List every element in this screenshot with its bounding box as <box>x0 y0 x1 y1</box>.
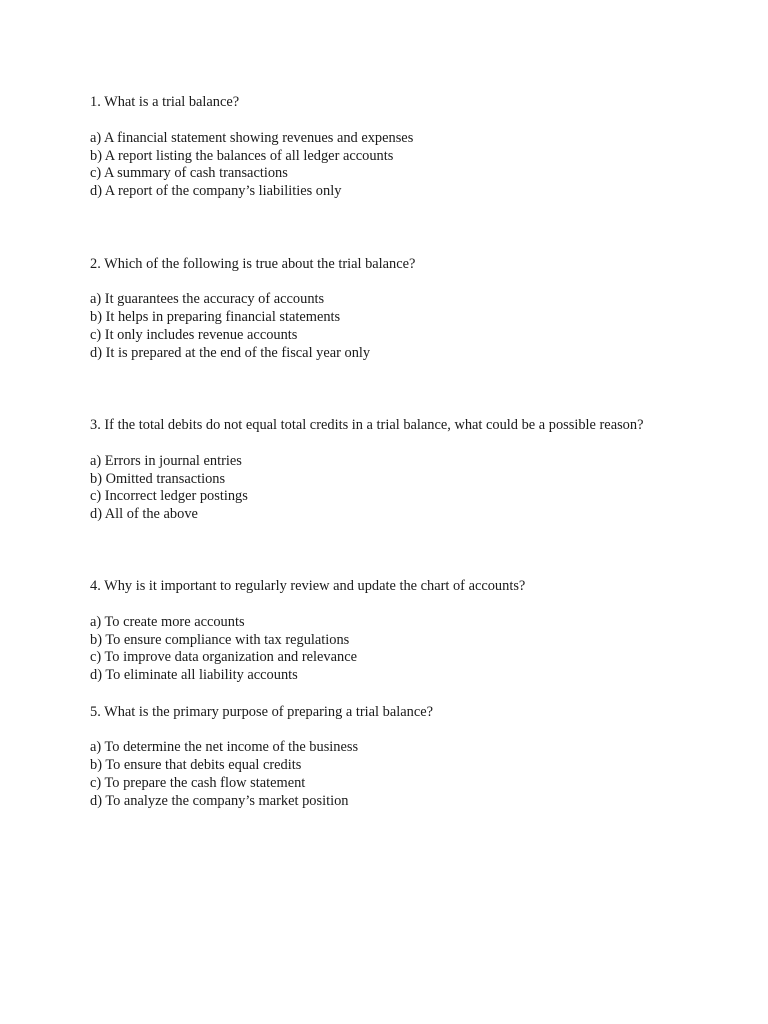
answer-option-b: b) To ensure compliance with tax regulations <box>90 631 350 648</box>
answer-option-a: a) Errors in journal entries <box>90 452 242 469</box>
answer-option-b: b) A report listing the balances of all ledger accounts <box>90 147 394 164</box>
answer-option-a: a) To determine the net income of the business <box>90 739 359 755</box>
question-text: 1. What is a trial balance? <box>90 94 240 110</box>
answer-option-d: d) A report of the company’s liabilities only <box>90 183 342 199</box>
question-text: 4. Why is it important to regularly review and update the chart of accounts? <box>90 578 526 594</box>
question-text: 3. If the total debits do not equal total credits in a trial balance, what could be a possible reason? <box>90 417 644 433</box>
answer-option-c: c) Incorrect ledger postings <box>90 488 248 504</box>
answer-option-a: a) It guarantees the accuracy of accounts <box>90 291 325 307</box>
answer-option-d: d) All of the above <box>90 506 198 522</box>
question-text: 5. What is the primary purpose of preparing a trial balance? <box>90 703 433 720</box>
answer-option-b: b) It helps in preparing financial statements <box>90 309 341 325</box>
answer-option-d: d) To eliminate all liability accounts <box>90 667 298 683</box>
answer-option-d: d) It is prepared at the end of the fiscal year only <box>90 344 371 361</box>
answer-option-b: b) To ensure that debits equal credits <box>90 757 302 773</box>
answer-option-c: c) To prepare the cash flow statement <box>90 774 306 791</box>
answer-option-c: c) A summary of cash transactions <box>90 165 288 181</box>
answer-option-c: c) It only includes revenue accounts <box>90 326 298 343</box>
answer-option-c: c) To improve data organization and relevance <box>90 649 357 665</box>
question-text: 2. Which of the following is true about the trial balance? <box>90 255 416 272</box>
answer-option-a: a) To create more accounts <box>90 613 245 630</box>
answer-option-b: b) Omitted transactions <box>90 470 226 487</box>
answer-option-a: a) A financial statement showing revenues and expenses <box>90 129 414 146</box>
answer-option-d: d) To analyze the company’s market position <box>90 792 349 809</box>
